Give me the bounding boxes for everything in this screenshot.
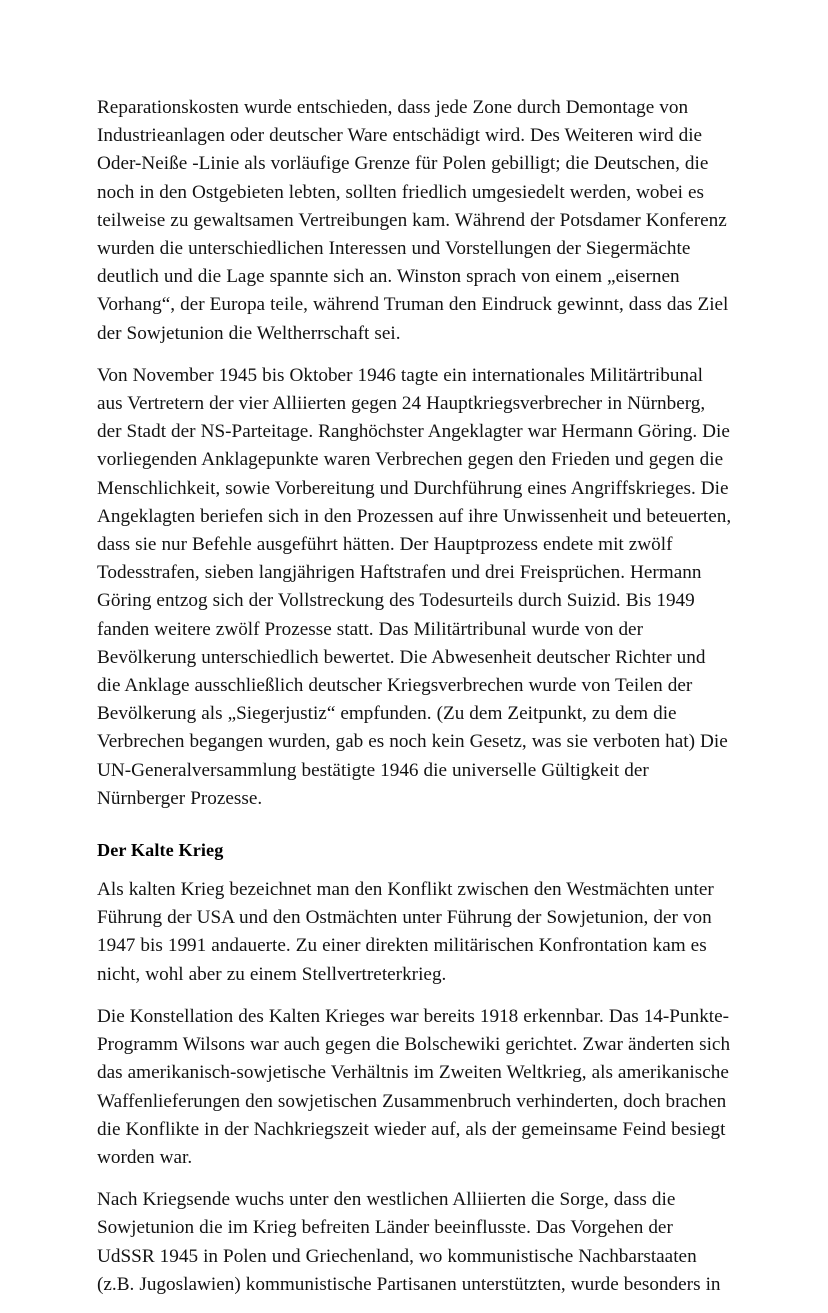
document-text-column bbox=[97, 94, 733, 1313]
paragraph-kalter-krieg-definition: Als kalten Krieg bezeichnet man den Konflikt zwischen den Westmächten unter Führung der USA und den Ostmächten unter Führung der Sowjetunion, der von 1947 bis 1991 andauerte. Zu einer direkten militärischen Konfrontation kam es nicht, wohl aber zu einem Stellvertreterkrieg. bbox=[97, 879, 714, 985]
heading-spacer bbox=[97, 827, 733, 830]
section-heading-der-kalte-krieg: Der Kalte Krieg bbox=[97, 840, 224, 861]
paragraph-konstellation: Die Konstellation des Kalten Krieges war bereits 1918 erkennbar. Das 14-Punkte-Programm Wilsons war auch gegen die Bolschewiki gerichtet. Zwar änderten sich das amerikanisch-sowjetische Verhältnis im Zweiten Weltkrieg, als amerikanische Waffenlieferungen den sowjetischen Zusammenbruch verhinderten, doch brachen die Konflikte in der Nachkriegszeit wieder auf, als der gemeinsame Feind besiegt worden war. bbox=[97, 1005, 731, 1168]
paragraph-nach-kriegsende: Nach Kriegsende wuchs unter den westlichen Alliierten die Sorge, dass die Sowjetunion die im Krieg befreiten Länder beeinflusste. Das Vorgehen der UdSSR 1945 in Polen und Griechenland, wo kommunistische Nachbarstaaten (z.B. Jugoslawien) kommunistische Partisanen unterstützten, wurde besonders in bbox=[97, 1189, 721, 1295]
paragraph-reparationskosten: Reparationskosten wurde entschieden, dass jede Zone durch Demontage von Industrieanlagen oder deutscher Ware entschädigt wird. Des Weiteren wird die Oder-Neiße -Linie als vorläufige Grenze für Polen gebilligt; die Deutschen, die noch in den Ostgebieten lebten, sollten friedlich umgesiedelt werden, wobei es teilweise zu gewaltsamen Vertreibungen kam. Während der Potsdamer Konferenz wurden die unterschiedlichen Interessen und Vorstellungen der Siegermächte deutlich und die Lage spannte sich an. Winston sprach von einem „eisernen Vorhang“, der Europa teile, während Truman den Eindruck gewinnt, dass das Ziel der Sowjetunion die Weltherrschaft sei. bbox=[97, 97, 729, 344]
paragraph-militaertribunal: Von November 1945 bis Oktober 1946 tagte ein internationales Militärtribunal aus Vertretern der vier Alliierten gegen 24 Hauptkriegsverbrecher in Nürnberg, der Stadt der NS-Parteitage. Ranghöchster Angeklagter war Hermann Göring. Die vorliegenden Anklagepunkte waren Verbrechen gegen den Frieden und gegen die Menschlichkeit, sowie Vorbereitung und Durchführung eines Angriffskrieges. Die Angeklagten beriefen sich in den Prozessen auf ihre Unwissenheit und beteuerten, dass sie nur Befehle ausgeführt hätten. Der Hauptprozess endete mit zwölf Todesstrafen, sieben langjährigen Haftstrafen und drei Freisprüchen. Hermann Göring entzog sich der Vollstreckung des Todesurteils durch Suizid. Bis 1949 fanden weitere zwölf Prozesse statt. Das Militärtribunal wurde von der Bevölkerung unterschiedlich bewertet. Die Abwesenheit deutscher Richter und die Anklage ausschließlich deutscher Kriegsverbrechen wurde von Teilen der Bevölkerung als „Siegerjustiz“ empfunden. (Zu dem Zeitpunkt, zu dem die Verbrechen begangen wurden, gab es noch kein Gesetz, was sie verboten hat) Die UN-Generalversammlung bestätigte 1946 die universelle Gültigkeit der Nürnberger Prozesse. bbox=[97, 364, 732, 809]
